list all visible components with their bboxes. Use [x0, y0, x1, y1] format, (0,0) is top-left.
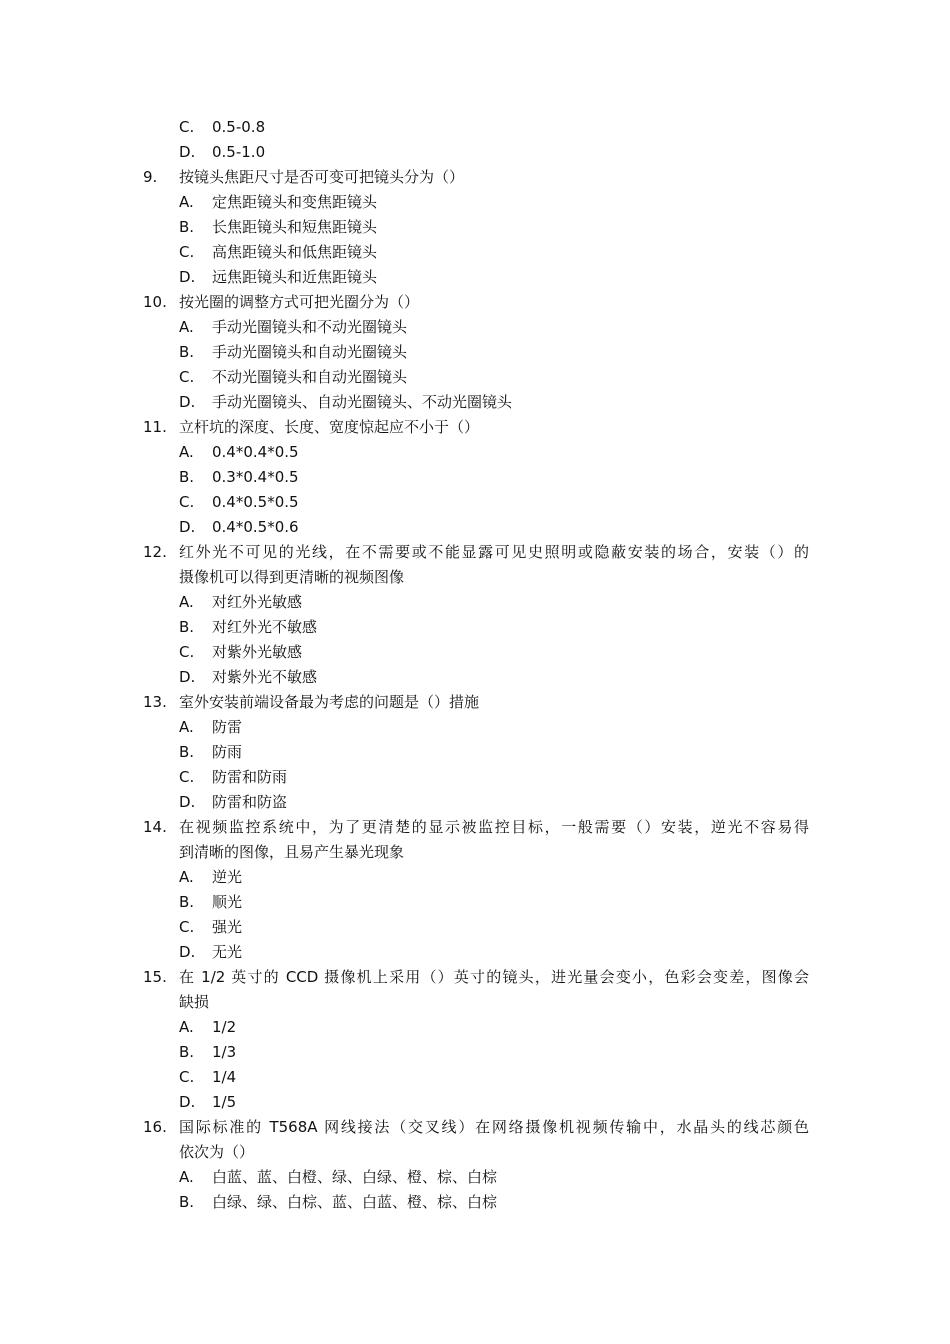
- option-letter: C.: [179, 368, 195, 386]
- option-text: 对紫外光不敏感: [212, 668, 318, 686]
- question-number: 16.: [143, 1118, 167, 1136]
- answer-option: [0, 490, 950, 515]
- answer-option: [0, 115, 950, 140]
- option-letter: A.: [179, 1018, 194, 1036]
- answer-option: [0, 615, 950, 640]
- question-number: 12.: [143, 543, 167, 561]
- question-number: 15.: [143, 968, 167, 986]
- question-list: [0, 115, 950, 1215]
- option-text: 逆光: [212, 868, 243, 886]
- answer-option: [0, 1015, 950, 1040]
- question-text: 按光圈的调整方式可把光圈分为（）: [179, 293, 420, 311]
- option-letter: D.: [179, 793, 196, 811]
- option-text: 长焦距镜头和短焦距镜头: [212, 218, 378, 236]
- question-text: 红外光不可见的光线，在不需要或不能显露可见史照明或隐蔽安装的场合，安装（）的: [179, 543, 809, 561]
- option-letter: D.: [179, 943, 196, 961]
- option-text: 手动光圈镜头、自动光圈镜头、不动光圈镜头: [212, 393, 513, 411]
- question-number: 10.: [143, 293, 167, 311]
- question-line: [0, 690, 950, 715]
- option-text: 定焦距镜头和变焦距镜头: [212, 193, 378, 211]
- question-text: 摄像机可以得到更清晰的视频图像: [179, 568, 405, 586]
- option-letter: A.: [179, 193, 194, 211]
- answer-option: [0, 915, 950, 940]
- option-letter: C.: [179, 918, 195, 936]
- question-text: 国际标准的 T568A 网线接法（交叉线）在网络摄像机视频传输中，水晶头的线芯颜色: [179, 1118, 809, 1136]
- option-letter: B.: [179, 1193, 195, 1211]
- answer-option: [0, 665, 950, 690]
- option-text: 0.5-0.8: [212, 118, 266, 136]
- option-letter: D.: [179, 518, 196, 536]
- option-letter: D.: [179, 268, 196, 286]
- answer-option: [0, 590, 950, 615]
- option-letter: B.: [179, 343, 195, 361]
- option-letter: B.: [179, 743, 195, 761]
- question-text: 室外安装前端设备最为考虑的问题是（）措施: [179, 693, 480, 711]
- option-letter: D.: [179, 1093, 196, 1111]
- answer-option: [0, 640, 950, 665]
- question-line: [0, 1115, 950, 1140]
- option-text: 顺光: [212, 893, 243, 911]
- question-line: [0, 415, 950, 440]
- question-text: 按镜头焦距尺寸是否可变可把镜头分为（）: [179, 168, 465, 186]
- option-letter: B.: [179, 468, 195, 486]
- answer-option: [0, 365, 950, 390]
- option-text: 远焦距镜头和近焦距镜头: [212, 268, 378, 286]
- option-letter: C.: [179, 1068, 195, 1086]
- question-number: 11.: [143, 418, 167, 436]
- option-letter: B.: [179, 893, 195, 911]
- option-letter: D.: [179, 393, 196, 411]
- question-text: 依次为（）: [179, 1143, 255, 1161]
- option-letter: C.: [179, 643, 195, 661]
- option-text: 防雷和防雨: [212, 768, 288, 786]
- answer-option: [0, 940, 950, 965]
- question-line-continued: [0, 990, 950, 1015]
- option-letter: A.: [179, 868, 194, 886]
- option-letter: B.: [179, 1043, 195, 1061]
- answer-option: [0, 390, 950, 415]
- answer-option: [0, 240, 950, 265]
- option-text: 对红外光敏感: [212, 593, 303, 611]
- answer-option: [0, 740, 950, 765]
- question-line: [0, 965, 950, 990]
- option-text: 0.3*0.4*0.5: [212, 468, 299, 486]
- option-text: 0.4*0.4*0.5: [212, 443, 299, 461]
- answer-option: [0, 315, 950, 340]
- question-text: 缺损: [179, 993, 210, 1011]
- question-line: [0, 815, 950, 840]
- option-text: 1/4: [212, 1068, 237, 1086]
- answer-option: [0, 265, 950, 290]
- question-number: 14.: [143, 818, 167, 836]
- question-number: 13.: [143, 693, 167, 711]
- option-letter: A.: [179, 1168, 194, 1186]
- question-line-continued: [0, 1140, 950, 1165]
- answer-option: [0, 340, 950, 365]
- question-text: 在视频监控系统中，为了更清楚的显示被监控目标，一般需要（）安装，逆光不容易得: [179, 818, 809, 836]
- option-text: 防雨: [212, 743, 243, 761]
- option-text: 手动光圈镜头和不动光圈镜头: [212, 318, 408, 336]
- answer-option: [0, 715, 950, 740]
- option-letter: A.: [179, 593, 194, 611]
- question-text: 到清晰的图像，且易产生暴光现象: [179, 843, 405, 861]
- option-text: 手动光圈镜头和自动光圈镜头: [212, 343, 408, 361]
- option-text: 0.4*0.5*0.5: [212, 493, 299, 511]
- option-text: 无光: [212, 943, 243, 961]
- option-text: 对紫外光敏感: [212, 643, 303, 661]
- answer-option: [0, 1165, 950, 1190]
- option-letter: B.: [179, 218, 195, 236]
- question-text: 在 1/2 英寸的 CCD 摄像机上采用（）英寸的镜头，进光量会变小，色彩会变差，图像会: [179, 968, 809, 986]
- answer-option: [0, 790, 950, 815]
- option-text: 强光: [212, 918, 243, 936]
- option-letter: C.: [179, 768, 195, 786]
- option-letter: B.: [179, 618, 195, 636]
- option-letter: D.: [179, 668, 196, 686]
- option-text: 高焦距镜头和低焦距镜头: [212, 243, 378, 261]
- option-text: 不动光圈镜头和自动光圈镜头: [212, 368, 408, 386]
- answer-option: [0, 1190, 950, 1215]
- answer-option: [0, 440, 950, 465]
- option-letter: C.: [179, 243, 195, 261]
- answer-option: [0, 1065, 950, 1090]
- answer-option: [0, 865, 950, 890]
- question-line: [0, 165, 950, 190]
- option-text: 0.5-1.0: [212, 143, 266, 161]
- option-letter: C.: [179, 118, 195, 136]
- question-line: [0, 290, 950, 315]
- answer-option: [0, 765, 950, 790]
- option-letter: A.: [179, 718, 194, 736]
- option-text: 0.4*0.5*0.6: [212, 518, 299, 536]
- answer-option: [0, 1090, 950, 1115]
- answer-option: [0, 190, 950, 215]
- question-line-continued: [0, 840, 950, 865]
- option-text: 白绿、绿、白棕、蓝、白蓝、橙、棕、白棕: [212, 1193, 498, 1211]
- answer-option: [0, 890, 950, 915]
- answer-option: [0, 140, 950, 165]
- answer-option: [0, 1040, 950, 1065]
- question-number: 9.: [143, 168, 158, 186]
- question-line: [0, 540, 950, 565]
- option-text: 1/3: [212, 1043, 237, 1061]
- option-text: 防雷: [212, 718, 243, 736]
- option-text: 白蓝、蓝、白橙、绿、白绿、橙、棕、白棕: [212, 1168, 498, 1186]
- option-letter: C.: [179, 493, 195, 511]
- answer-option: [0, 515, 950, 540]
- option-text: 1/2: [212, 1018, 237, 1036]
- option-text: 防雷和防盗: [212, 793, 288, 811]
- question-line-continued: [0, 565, 950, 590]
- option-text: 对红外光不敏感: [212, 618, 318, 636]
- option-letter: A.: [179, 443, 194, 461]
- option-letter: D.: [179, 143, 196, 161]
- question-text: 立杆坑的深度、长度、宽度惊起应不小于（）: [179, 418, 480, 436]
- answer-option: [0, 465, 950, 490]
- answer-option: [0, 215, 950, 240]
- option-letter: A.: [179, 318, 194, 336]
- option-text: 1/5: [212, 1093, 237, 1111]
